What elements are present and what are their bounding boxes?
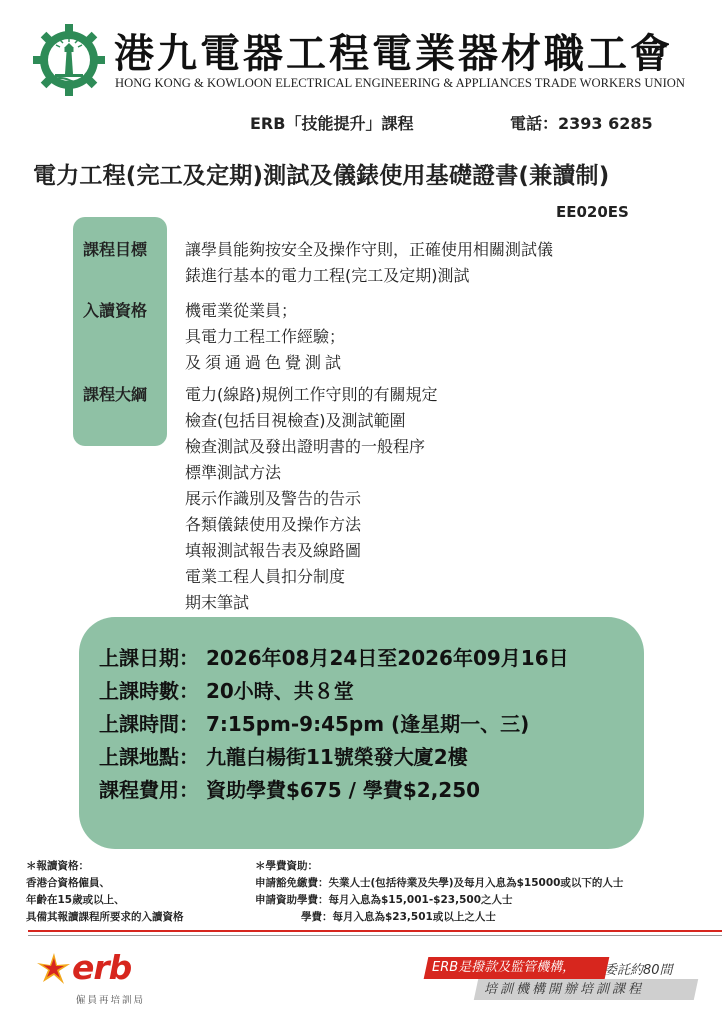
course-time: 上課時間： 7:15pm-9:45pm (逢星期一、三) — [99, 712, 530, 736]
outline-item: 電業工程人員扣分制度 — [185, 567, 346, 586]
phone-number: 電話：2393 6285 — [510, 114, 653, 133]
course-venue: 上課地點： 九龍白楊街11號榮發大廈2樓 — [99, 745, 468, 769]
subsidy-note-line: 申請豁免繳費：失業人士(包括待業及失學)及每月入息為$15000或以下的人士 — [255, 877, 624, 889]
erb-course-label: ERB「技能提升」課程 — [250, 114, 414, 133]
course-hours: 上課時數： 20小時、共８堂 — [99, 679, 354, 703]
union-name-chinese: 港九電器工程電業器材職工會 — [114, 30, 673, 77]
footer-divider-red — [28, 930, 722, 932]
eligibility-label: 入讀資格 — [83, 301, 148, 320]
objective-line: 錶進行基本的電力工程(完工及定期)測試 — [185, 266, 470, 285]
eligibility-note-line: 具備其報讀課程所要求的入讀資格 — [26, 911, 184, 923]
training-banner — [474, 979, 698, 1000]
erb-star-icon — [34, 950, 74, 990]
outline-item: 檢查(包括目視檢查)及測試範圍 — [185, 411, 406, 430]
eligibility-line: 及須通過色覺測試 — [185, 353, 346, 372]
eligibility-line: 具電力工程工作經驗； — [185, 327, 346, 346]
subsidy-note-line: 學費：每月入息為$23,501或以上之人士 — [301, 911, 496, 923]
outline-item: 填報測試報告表及線路圖 — [185, 541, 362, 560]
course-date: 上課日期： 2026年08月24日至2026年09月16日 — [99, 646, 569, 670]
subsidy-note-line: 申請資助學費：每月入息為$15,001-$23,500之人士 — [255, 894, 513, 906]
outline-label: 課程大綱 — [83, 385, 148, 404]
erb-logo-text: erb — [72, 948, 132, 987]
outline-item: 電力(線路)規例工作守則的有關規定 — [185, 385, 438, 404]
eligibility-note-line: 香港合資格僱員、 — [26, 877, 110, 889]
footer-divider-grey — [28, 935, 722, 936]
erb-role-banner — [424, 957, 610, 979]
course-code: EE020ES — [556, 203, 629, 221]
outline-item: 各類儀錶使用及操作方法 — [185, 515, 362, 534]
outline-item: 展示作識別及警告的告示 — [185, 489, 362, 508]
union-logo-icon — [33, 24, 105, 96]
erb-logo-subtitle: 僱員再培訓局 — [76, 995, 146, 1006]
eligibility-line: 機電業從業員； — [185, 301, 298, 320]
course-title: 電力工程(完工及定期)測試及儀錶使用基礎證書(兼讀制) — [33, 163, 610, 189]
training-banner-text: 培訓機構開辦培訓課程 — [484, 982, 645, 997]
course-fee: 課程費用： 資助學費$675 / 學費$2,250 — [99, 778, 481, 802]
erb-role-text: ERB是撥款及監管機構， — [432, 960, 576, 975]
outline-item: 檢查測試及發出證明書的一般程序 — [185, 437, 426, 456]
objective-line: 讓學員能夠按安全及操作守則，正確使用相關測試儀 — [185, 240, 554, 259]
union-name-english: HONG KONG & KOWLOON ELECTRICAL ENGINEERING & APPLIANCES TRADE WORKERS UNION — [115, 76, 685, 90]
subsidy-note-title: ＊學費資助： — [255, 860, 318, 872]
outline-item: 標準測試方法 — [185, 463, 282, 482]
objective-label: 課程目標 — [83, 240, 148, 259]
eligibility-note-title: ＊報讀資格： — [26, 860, 89, 872]
eligibility-note-line: 年齡在15歲或以上、 — [26, 894, 125, 906]
outline-item: 期末筆試 — [185, 593, 250, 612]
erb-commission-text: 委託約80間 — [604, 963, 673, 978]
